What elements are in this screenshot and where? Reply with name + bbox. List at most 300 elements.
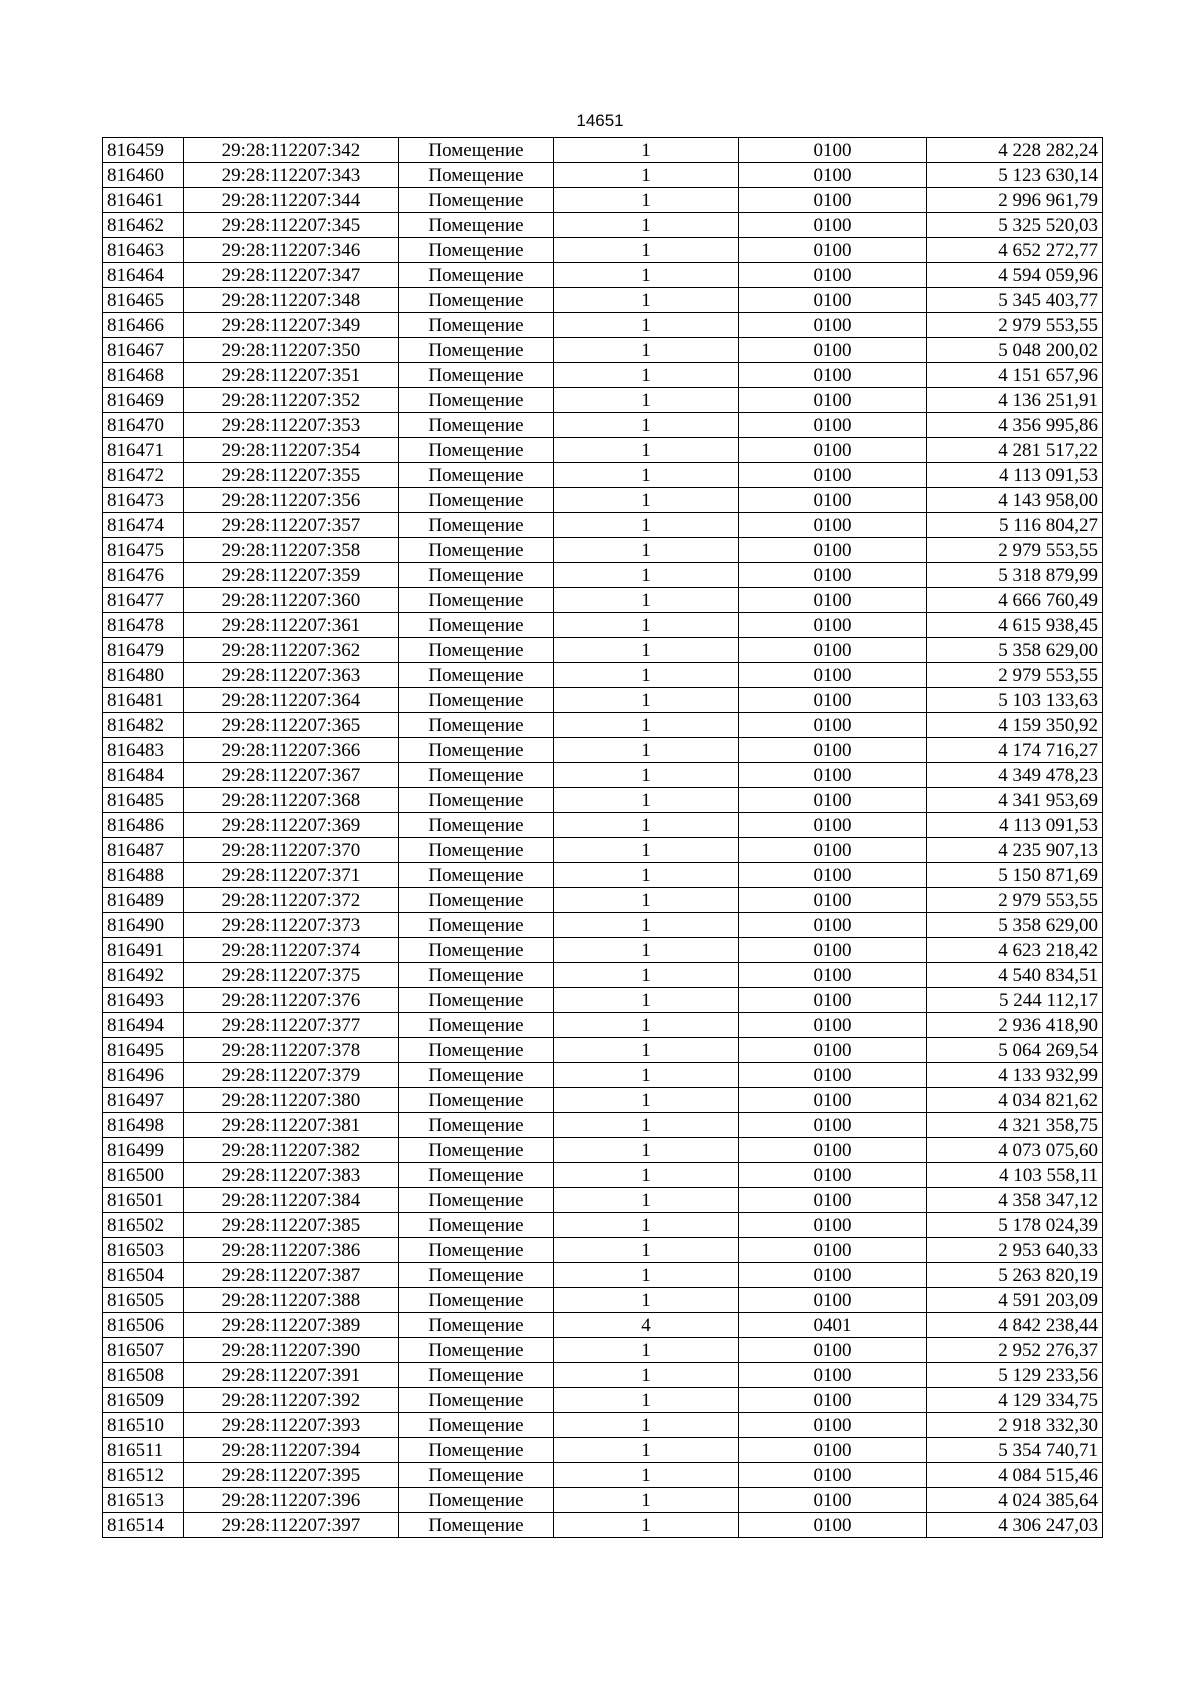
group-code-cell: 1: [554, 488, 739, 513]
cadastral-number-cell: 29:28:112207:366: [184, 738, 399, 763]
object-type-cell: Помещение: [399, 1238, 554, 1263]
group-code-cell: 1: [554, 138, 739, 163]
cadastral-number-cell: 29:28:112207:368: [184, 788, 399, 813]
class-code-cell: 0100: [739, 363, 927, 388]
cadastral-number-cell: 29:28:112207:349: [184, 313, 399, 338]
record-number-cell: 816501: [103, 1188, 184, 1213]
table-row: [103, 938, 1103, 963]
cadastral-number-cell: 29:28:112207:374: [184, 938, 399, 963]
object-type-cell: Помещение: [399, 438, 554, 463]
cadastral-value-cell: 4 235 907,13: [927, 838, 1103, 863]
group-code-cell: 1: [554, 1063, 739, 1088]
group-code-cell: 1: [554, 1138, 739, 1163]
group-code-cell: 1: [554, 688, 739, 713]
cadastral-number-cell: 29:28:112207:350: [184, 338, 399, 363]
table-row: [103, 213, 1103, 238]
class-code-cell: 0100: [739, 188, 927, 213]
group-code-cell: 1: [554, 938, 739, 963]
record-number-cell: 816483: [103, 738, 184, 763]
cadastral-value-cell: 4 306 247,03: [927, 1513, 1103, 1538]
class-code-cell: 0100: [739, 1438, 927, 1463]
table-row: [103, 338, 1103, 363]
cadastral-value-cell: 4 666 760,49: [927, 588, 1103, 613]
record-number-cell: 816465: [103, 288, 184, 313]
group-code-cell: 1: [554, 813, 739, 838]
table-row: [103, 1338, 1103, 1363]
class-code-cell: 0100: [739, 438, 927, 463]
cadastral-number-cell: 29:28:112207:345: [184, 213, 399, 238]
cadastral-value-cell: 4 113 091,53: [927, 463, 1103, 488]
table-row: [103, 663, 1103, 688]
record-number-cell: 816470: [103, 413, 184, 438]
class-code-cell: 0100: [739, 463, 927, 488]
group-code-cell: 1: [554, 213, 739, 238]
cadastral-value-cell: 4 652 272,77: [927, 238, 1103, 263]
record-number-cell: 816462: [103, 213, 184, 238]
cadastral-value-cell: 4 073 075,60: [927, 1138, 1103, 1163]
group-code-cell: 1: [554, 1188, 739, 1213]
cadastral-value-cell: 4 024 385,64: [927, 1488, 1103, 1513]
class-code-cell: 0100: [739, 338, 927, 363]
cadastral-number-cell: 29:28:112207:387: [184, 1263, 399, 1288]
record-number-cell: 816472: [103, 463, 184, 488]
object-type-cell: Помещение: [399, 263, 554, 288]
group-code-cell: 1: [554, 163, 739, 188]
cadastral-number-cell: 29:28:112207:358: [184, 538, 399, 563]
object-type-cell: Помещение: [399, 488, 554, 513]
cadastral-number-cell: 29:28:112207:353: [184, 413, 399, 438]
table-row: [103, 438, 1103, 463]
cadastral-value-cell: 4 594 059,96: [927, 263, 1103, 288]
cadastral-number-cell: 29:28:112207:364: [184, 688, 399, 713]
table-row: [103, 1238, 1103, 1263]
cadastral-number-cell: 29:28:112207:359: [184, 563, 399, 588]
group-code-cell: 1: [554, 913, 739, 938]
record-number-cell: 816495: [103, 1038, 184, 1063]
object-type-cell: Помещение: [399, 1363, 554, 1388]
group-code-cell: 1: [554, 438, 739, 463]
class-code-cell: 0100: [739, 1188, 927, 1213]
class-code-cell: 0100: [739, 1038, 927, 1063]
object-type-cell: Помещение: [399, 788, 554, 813]
cadastral-number-cell: 29:28:112207:342: [184, 138, 399, 163]
cadastral-value-cell: 5 150 871,69: [927, 863, 1103, 888]
table-row: [103, 313, 1103, 338]
group-code-cell: 1: [554, 713, 739, 738]
page-number: 14651: [576, 111, 624, 130]
table-row: [103, 613, 1103, 638]
table-row: [103, 913, 1103, 938]
group-code-cell: 1: [554, 1513, 739, 1538]
group-code-cell: 1: [554, 1113, 739, 1138]
class-code-cell: 0100: [739, 638, 927, 663]
class-code-cell: 0100: [739, 1513, 927, 1538]
cadastral-number-cell: 29:28:112207:389: [184, 1313, 399, 1338]
class-code-cell: 0100: [739, 588, 927, 613]
cadastral-number-cell: 29:28:112207:369: [184, 813, 399, 838]
cadastral-number-cell: 29:28:112207:370: [184, 838, 399, 863]
table-row: [103, 513, 1103, 538]
object-type-cell: Помещение: [399, 538, 554, 563]
object-type-cell: Помещение: [399, 1188, 554, 1213]
record-number-cell: 816514: [103, 1513, 184, 1538]
table-row: [103, 463, 1103, 488]
object-type-cell: Помещение: [399, 1463, 554, 1488]
cadastral-number-cell: 29:28:112207:397: [184, 1513, 399, 1538]
record-number-cell: 816473: [103, 488, 184, 513]
object-type-cell: Помещение: [399, 1438, 554, 1463]
object-type-cell: Помещение: [399, 1488, 554, 1513]
cadastral-value-cell: 5 263 820,19: [927, 1263, 1103, 1288]
object-type-cell: Помещение: [399, 1113, 554, 1138]
cadastral-value-cell: 2 952 276,37: [927, 1338, 1103, 1363]
cadastral-value-cell: 2 979 553,55: [927, 313, 1103, 338]
cadastral-value-cell: 4 034 821,62: [927, 1088, 1103, 1113]
cadastral-value-cell: 5 345 403,77: [927, 288, 1103, 313]
cadastral-number-cell: 29:28:112207:377: [184, 1013, 399, 1038]
group-code-cell: 1: [554, 588, 739, 613]
record-number-cell: 816469: [103, 388, 184, 413]
cadastral-value-cell: 5 178 024,39: [927, 1213, 1103, 1238]
record-number-cell: 816498: [103, 1113, 184, 1138]
object-type-cell: Помещение: [399, 388, 554, 413]
cadastral-value-cell: 5 064 269,54: [927, 1038, 1103, 1063]
table-row: [103, 1513, 1103, 1538]
group-code-cell: 1: [554, 1013, 739, 1038]
registry-table: [102, 137, 1103, 1538]
record-number-cell: 816506: [103, 1313, 184, 1338]
object-type-cell: Помещение: [399, 313, 554, 338]
class-code-cell: 0100: [739, 288, 927, 313]
group-code-cell: 1: [554, 988, 739, 1013]
table-row: [103, 1363, 1103, 1388]
group-code-cell: 1: [554, 238, 739, 263]
cadastral-value-cell: 4 133 932,99: [927, 1063, 1103, 1088]
table-row: [103, 1463, 1103, 1488]
cadastral-value-cell: 4 842 238,44: [927, 1313, 1103, 1338]
record-number-cell: 816502: [103, 1213, 184, 1238]
group-code-cell: 1: [554, 888, 739, 913]
cadastral-value-cell: 2 953 640,33: [927, 1238, 1103, 1263]
group-code-cell: 1: [554, 1488, 739, 1513]
cadastral-number-cell: 29:28:112207:356: [184, 488, 399, 513]
group-code-cell: 1: [554, 1038, 739, 1063]
cadastral-number-cell: 29:28:112207:347: [184, 263, 399, 288]
group-code-cell: 1: [554, 1388, 739, 1413]
class-code-cell: 0100: [739, 213, 927, 238]
record-number-cell: 816468: [103, 363, 184, 388]
record-number-cell: 816507: [103, 1338, 184, 1363]
table-row: [103, 688, 1103, 713]
record-number-cell: 816512: [103, 1463, 184, 1488]
class-code-cell: 0100: [739, 138, 927, 163]
record-number-cell: 816481: [103, 688, 184, 713]
class-code-cell: 0100: [739, 613, 927, 638]
class-code-cell: 0100: [739, 313, 927, 338]
class-code-cell: 0100: [739, 1413, 927, 1438]
record-number-cell: 816463: [103, 238, 184, 263]
class-code-cell: 0100: [739, 538, 927, 563]
group-code-cell: 1: [554, 663, 739, 688]
object-type-cell: Помещение: [399, 738, 554, 763]
record-number-cell: 816510: [103, 1413, 184, 1438]
cadastral-value-cell: 4 151 657,96: [927, 363, 1103, 388]
cadastral-value-cell: 2 918 332,30: [927, 1413, 1103, 1438]
class-code-cell: 0100: [739, 863, 927, 888]
class-code-cell: 0401: [739, 1313, 927, 1338]
record-number-cell: 816485: [103, 788, 184, 813]
object-type-cell: Помещение: [399, 588, 554, 613]
record-number-cell: 816460: [103, 163, 184, 188]
record-number-cell: 816477: [103, 588, 184, 613]
class-code-cell: 0100: [739, 1263, 927, 1288]
cadastral-number-cell: 29:28:112207:381: [184, 1113, 399, 1138]
object-type-cell: Помещение: [399, 463, 554, 488]
record-number-cell: 816496: [103, 1063, 184, 1088]
group-code-cell: 1: [554, 763, 739, 788]
object-type-cell: Помещение: [399, 213, 554, 238]
cadastral-value-cell: 4 174 716,27: [927, 738, 1103, 763]
object-type-cell: Помещение: [399, 1163, 554, 1188]
cadastral-number-cell: 29:28:112207:385: [184, 1213, 399, 1238]
object-type-cell: Помещение: [399, 188, 554, 213]
record-number-cell: 816461: [103, 188, 184, 213]
object-type-cell: Помещение: [399, 813, 554, 838]
object-type-cell: Помещение: [399, 238, 554, 263]
cadastral-value-cell: 2 996 961,79: [927, 188, 1103, 213]
table-row: [103, 563, 1103, 588]
object-type-cell: Помещение: [399, 513, 554, 538]
cadastral-number-cell: 29:28:112207:376: [184, 988, 399, 1013]
cadastral-number-cell: 29:28:112207:390: [184, 1338, 399, 1363]
table-row: [103, 1113, 1103, 1138]
cadastral-value-cell: 5 116 804,27: [927, 513, 1103, 538]
group-code-cell: 1: [554, 463, 739, 488]
object-type-cell: Помещение: [399, 863, 554, 888]
cadastral-number-cell: 29:28:112207:375: [184, 963, 399, 988]
class-code-cell: 0100: [739, 238, 927, 263]
cadastral-number-cell: 29:28:112207:394: [184, 1438, 399, 1463]
cadastral-value-cell: 4 129 334,75: [927, 1388, 1103, 1413]
table-row: [103, 838, 1103, 863]
cadastral-number-cell: 29:28:112207:361: [184, 613, 399, 638]
cadastral-number-cell: 29:28:112207:373: [184, 913, 399, 938]
group-code-cell: 1: [554, 1463, 739, 1488]
record-number-cell: 816484: [103, 763, 184, 788]
group-code-cell: 1: [554, 563, 739, 588]
table-row: [103, 1188, 1103, 1213]
group-code-cell: 1: [554, 1288, 739, 1313]
object-type-cell: Помещение: [399, 613, 554, 638]
object-type-cell: Помещение: [399, 688, 554, 713]
record-number-cell: 816486: [103, 813, 184, 838]
table-row: [103, 788, 1103, 813]
object-type-cell: Помещение: [399, 763, 554, 788]
cadastral-number-cell: 29:28:112207:386: [184, 1238, 399, 1263]
table-row: [103, 1488, 1103, 1513]
class-code-cell: 0100: [739, 738, 927, 763]
record-number-cell: 816464: [103, 263, 184, 288]
table-row: [103, 1263, 1103, 1288]
cadastral-number-cell: 29:28:112207:393: [184, 1413, 399, 1438]
cadastral-number-cell: 29:28:112207:388: [184, 1288, 399, 1313]
table-row: [103, 963, 1103, 988]
object-type-cell: Помещение: [399, 1313, 554, 1338]
class-code-cell: 0100: [739, 988, 927, 1013]
class-code-cell: 0100: [739, 963, 927, 988]
table-row: [103, 1138, 1103, 1163]
group-code-cell: 1: [554, 288, 739, 313]
class-code-cell: 0100: [739, 1138, 927, 1163]
record-number-cell: 816489: [103, 888, 184, 913]
class-code-cell: 0100: [739, 1113, 927, 1138]
class-code-cell: 0100: [739, 1013, 927, 1038]
cadastral-number-cell: 29:28:112207:351: [184, 363, 399, 388]
table-row: [103, 813, 1103, 838]
cadastral-number-cell: 29:28:112207:357: [184, 513, 399, 538]
class-code-cell: 0100: [739, 513, 927, 538]
table-row: [103, 588, 1103, 613]
group-code-cell: 1: [554, 338, 739, 363]
cadastral-number-cell: 29:28:112207:379: [184, 1063, 399, 1088]
cadastral-value-cell: 2 936 418,90: [927, 1013, 1103, 1038]
table-row: [103, 263, 1103, 288]
table-row: [103, 188, 1103, 213]
cadastral-value-cell: 4 159 350,92: [927, 713, 1103, 738]
table-row: [103, 1038, 1103, 1063]
object-type-cell: Помещение: [399, 1413, 554, 1438]
class-code-cell: 0100: [739, 1088, 927, 1113]
cadastral-number-cell: 29:28:112207:367: [184, 763, 399, 788]
table-row: [103, 1163, 1103, 1188]
cadastral-number-cell: 29:28:112207:391: [184, 1363, 399, 1388]
table-row: [103, 1313, 1103, 1338]
record-number-cell: 816513: [103, 1488, 184, 1513]
object-type-cell: Помещение: [399, 563, 554, 588]
object-type-cell: Помещение: [399, 1288, 554, 1313]
group-code-cell: 1: [554, 263, 739, 288]
cadastral-number-cell: 29:28:112207:395: [184, 1463, 399, 1488]
cadastral-value-cell: 5 318 879,99: [927, 563, 1103, 588]
table-row: [103, 238, 1103, 263]
object-type-cell: Помещение: [399, 1138, 554, 1163]
class-code-cell: 0100: [739, 1288, 927, 1313]
cadastral-value-cell: 5 129 233,56: [927, 1363, 1103, 1388]
group-code-cell: 1: [554, 1163, 739, 1188]
table-row: [103, 363, 1103, 388]
group-code-cell: 1: [554, 863, 739, 888]
cadastral-number-cell: 29:28:112207:383: [184, 1163, 399, 1188]
cadastral-value-cell: 4 356 995,86: [927, 413, 1103, 438]
class-code-cell: 0100: [739, 913, 927, 938]
cadastral-number-cell: 29:28:112207:352: [184, 388, 399, 413]
record-number-cell: 816499: [103, 1138, 184, 1163]
class-code-cell: 0100: [739, 1238, 927, 1263]
cadastral-number-cell: 29:28:112207:362: [184, 638, 399, 663]
cadastral-number-cell: 29:28:112207:348: [184, 288, 399, 313]
table-row: [103, 638, 1103, 663]
table-row: [103, 288, 1103, 313]
cadastral-value-cell: 4 136 251,91: [927, 388, 1103, 413]
cadastral-number-cell: 29:28:112207:372: [184, 888, 399, 913]
class-code-cell: 0100: [739, 1163, 927, 1188]
cadastral-number-cell: 29:28:112207:396: [184, 1488, 399, 1513]
record-number-cell: 816475: [103, 538, 184, 563]
table-row: [103, 388, 1103, 413]
group-code-cell: 1: [554, 738, 739, 763]
cadastral-value-cell: 4 341 953,69: [927, 788, 1103, 813]
class-code-cell: 0100: [739, 788, 927, 813]
cadastral-number-cell: 29:28:112207:344: [184, 188, 399, 213]
record-number-cell: 816493: [103, 988, 184, 1013]
object-type-cell: Помещение: [399, 413, 554, 438]
group-code-cell: 1: [554, 313, 739, 338]
table-row: [103, 163, 1103, 188]
cadastral-number-cell: 29:28:112207:371: [184, 863, 399, 888]
class-code-cell: 0100: [739, 763, 927, 788]
cadastral-number-cell: 29:28:112207:355: [184, 463, 399, 488]
cadastral-value-cell: 5 354 740,71: [927, 1438, 1103, 1463]
group-code-cell: 1: [554, 1338, 739, 1363]
group-code-cell: 1: [554, 413, 739, 438]
object-type-cell: Помещение: [399, 663, 554, 688]
cadastral-number-cell: 29:28:112207:363: [184, 663, 399, 688]
record-number-cell: 816500: [103, 1163, 184, 1188]
table-row: [103, 988, 1103, 1013]
cadastral-number-cell: 29:28:112207:343: [184, 163, 399, 188]
group-code-cell: 1: [554, 1238, 739, 1263]
record-number-cell: 816478: [103, 613, 184, 638]
record-number-cell: 816491: [103, 938, 184, 963]
class-code-cell: 0100: [739, 163, 927, 188]
object-type-cell: Помещение: [399, 1388, 554, 1413]
group-code-cell: 1: [554, 1413, 739, 1438]
cadastral-number-cell: 29:28:112207:382: [184, 1138, 399, 1163]
record-number-cell: 816503: [103, 1238, 184, 1263]
object-type-cell: Помещение: [399, 913, 554, 938]
table-row: [103, 1438, 1103, 1463]
cadastral-number-cell: 29:28:112207:354: [184, 438, 399, 463]
class-code-cell: 0100: [739, 713, 927, 738]
table-row: [103, 488, 1103, 513]
object-type-cell: Помещение: [399, 138, 554, 163]
cadastral-number-cell: 29:28:112207:360: [184, 588, 399, 613]
cadastral-value-cell: 4 615 938,45: [927, 613, 1103, 638]
cadastral-value-cell: 4 143 958,00: [927, 488, 1103, 513]
object-type-cell: Помещение: [399, 163, 554, 188]
cadastral-value-cell: 4 623 218,42: [927, 938, 1103, 963]
record-number-cell: 816487: [103, 838, 184, 863]
record-number-cell: 816504: [103, 1263, 184, 1288]
cadastral-value-cell: 4 321 358,75: [927, 1113, 1103, 1138]
table-row: [103, 763, 1103, 788]
cadastral-value-cell: 4 113 091,53: [927, 813, 1103, 838]
table-row: [103, 713, 1103, 738]
table-row: [103, 1388, 1103, 1413]
table-row: [103, 1013, 1103, 1038]
table-row: [103, 888, 1103, 913]
record-number-cell: 816511: [103, 1438, 184, 1463]
object-type-cell: Помещение: [399, 1088, 554, 1113]
record-number-cell: 816492: [103, 963, 184, 988]
record-number-cell: 816482: [103, 713, 184, 738]
cadastral-number-cell: 29:28:112207:392: [184, 1388, 399, 1413]
group-code-cell: 1: [554, 963, 739, 988]
table-row: [103, 1088, 1103, 1113]
cadastral-value-cell: 4 281 517,22: [927, 438, 1103, 463]
record-number-cell: 816488: [103, 863, 184, 888]
object-type-cell: Помещение: [399, 1213, 554, 1238]
